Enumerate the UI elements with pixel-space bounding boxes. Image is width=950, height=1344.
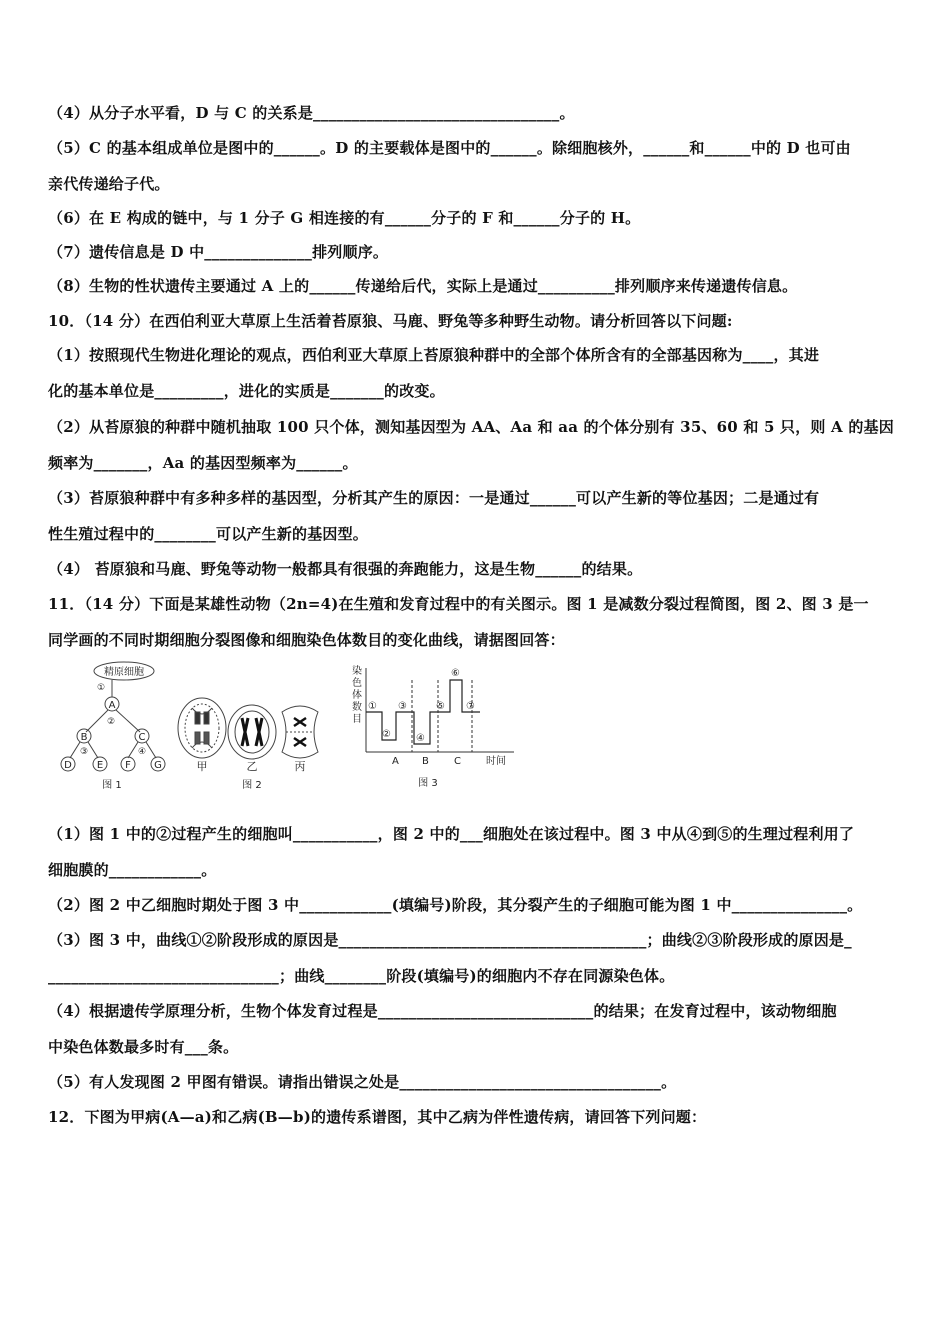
figure-3-curve <box>352 664 514 789</box>
svg-text:数: 数 <box>352 702 362 713</box>
line-3: （6）在 E 构成的链中，与 1 分子 G 相连接的有______分子的 F 和______分子的 H。 <box>48 209 641 227</box>
figure-1-caption: 图 1 <box>102 780 122 791</box>
line-18: （2）图 2 中乙细胞时期处于图 3 中____________(填编号)阶段，其分裂产生的子细胞可能为图 1 中_______________。 <box>48 896 863 914</box>
line-0: （4）从分子水平看，D 与 C 的关系是________________________________。 <box>48 104 575 122</box>
line-16: （1）图 1 中的②过程产生的细胞叫___________，图 2 中的___细胞处在该过程中。图 3 中从④到⑤的生理过程利用了 <box>48 825 855 843</box>
line-5: （8）生物的性状遗传主要通过 A 上的______传递给后代，实际上是通过__________排列顺序来传递遗传信息。 <box>48 277 798 295</box>
phase-B: B <box>422 756 429 767</box>
svg-text:C: C <box>138 732 146 743</box>
svg-text:体: 体 <box>352 690 362 701</box>
question-11-heading: 11．（14 分）下面是某雄性动物（2n=4)在生殖和发育过程中的有关图示。图 1 是减数分裂过程简图，图 2、图 3 是一 <box>48 595 869 613</box>
stage-2: ② <box>382 729 391 740</box>
svg-text:目: 目 <box>352 714 362 725</box>
question-12-heading: 12．下图为甲病(A—a)和乙病(B—b)的遗传系谱图，其中乙病为伴性遗传病，请回答下列问题： <box>48 1108 707 1126</box>
line-17: 细胞膜的____________。 <box>48 861 217 879</box>
line-15: 同学画的不同时期细胞分裂图像和细胞染色体数目的变化曲线，请据图回答： <box>48 631 565 649</box>
line-7: （1）按照现代生物进化理论的观点，西伯利亚大草原上苔原狼种群中的全部个体所含有的全部基因称为____，其进 <box>48 346 820 364</box>
line-13: （4） 苔原狼和马鹿、野兔等动物一般都具有很强的奔跑能力，这是生物______的结果。 <box>48 560 643 578</box>
phase-A: A <box>392 756 399 767</box>
svg-text:色: 色 <box>352 678 362 689</box>
step-1-label: ① <box>97 683 106 693</box>
x-axis-label: 时间 <box>486 756 506 767</box>
figure-3-caption: 图 3 <box>418 778 438 789</box>
svg-text:甲: 甲 <box>196 760 208 773</box>
line-8: 化的基本单位是_________，进化的实质是_______的改变。 <box>48 382 445 400</box>
figure-2-cells <box>178 698 318 791</box>
svg-text:G: G <box>154 760 162 771</box>
phase-C: C <box>454 756 461 767</box>
stage-3: ③ <box>398 701 407 712</box>
line-4: （7）遗传信息是 D 中______________排列顺序。 <box>48 243 389 261</box>
line-1: （5）C 的基本组成单位是图中的______。D 的主要载体是图中的______。除细胞核外，______和______中的 D 也可由 <box>48 139 851 157</box>
line-2: 亲代传递给子代。 <box>48 175 170 193</box>
svg-text:D: D <box>64 760 72 771</box>
question-10-heading: 10．（14 分）在西伯利亚大草原上生活着苔原狼、马鹿、野兔等多种野生动物。请分析回答以下问题: <box>48 312 733 330</box>
svg-text:B: B <box>80 732 88 743</box>
cell-bing <box>282 706 318 773</box>
line-20: ______________________________；曲线________阶段(填编号)的细胞内不存在同源染色体。 <box>48 967 675 985</box>
svg-text:E: E <box>96 760 104 771</box>
stage-7: ⑦ <box>466 701 475 712</box>
figure-1-tree <box>61 662 165 791</box>
svg-text:A: A <box>108 700 116 711</box>
svg-text:染: 染 <box>352 666 362 677</box>
line-12: 性生殖过程中的________可以产生新的基因型。 <box>48 525 369 543</box>
step-3-label: ③ <box>80 747 89 757</box>
step-2-label: ② <box>107 717 116 727</box>
line-23: （5）有人发现图 2 甲图有错误。请指出错误之处是__________________________________。 <box>48 1073 677 1091</box>
stage-5: ⑤ <box>436 701 445 712</box>
figure-2-caption: 图 2 <box>242 780 262 791</box>
stage-4: ④ <box>416 733 425 744</box>
line-22: 中染色体数最多时有___条。 <box>48 1038 239 1056</box>
cell-jia <box>178 698 226 773</box>
svg-text:乙: 乙 <box>246 760 258 773</box>
root-label: 精原细胞 <box>104 667 144 678</box>
line-9: （2）从苔原狼的种群中随机抽取 100 只个体，测知基因型为 AA、Aa 和 aa 的个体分别有 35、60 和 5 只，则 A 的基因 <box>48 418 894 436</box>
line-19: （3）图 3 中，曲线①②阶段形成的原因是________________________________________；曲线②③阶段形成的原因是_ <box>48 931 852 949</box>
step-4-label: ④ <box>138 747 147 757</box>
line-21: （4）根据遗传学原理分析，生物个体发育过程是____________________________的结果；在发育过程中，该动物细胞 <box>48 1002 837 1020</box>
figures-panel <box>52 660 522 800</box>
line-11: （3）苔原狼种群中有多种多样的基因型，分析其产生的原因：一是通过______可以产生新的等位基因；二是通过有 <box>48 489 820 507</box>
stage-1: ① <box>368 701 377 712</box>
svg-text:丙: 丙 <box>294 760 306 773</box>
cell-yi <box>228 705 276 773</box>
svg-text:F: F <box>125 760 131 771</box>
line-10: 频率为_______，Aa 的基因型频率为______。 <box>48 454 358 472</box>
stage-6: ⑥ <box>451 668 460 679</box>
